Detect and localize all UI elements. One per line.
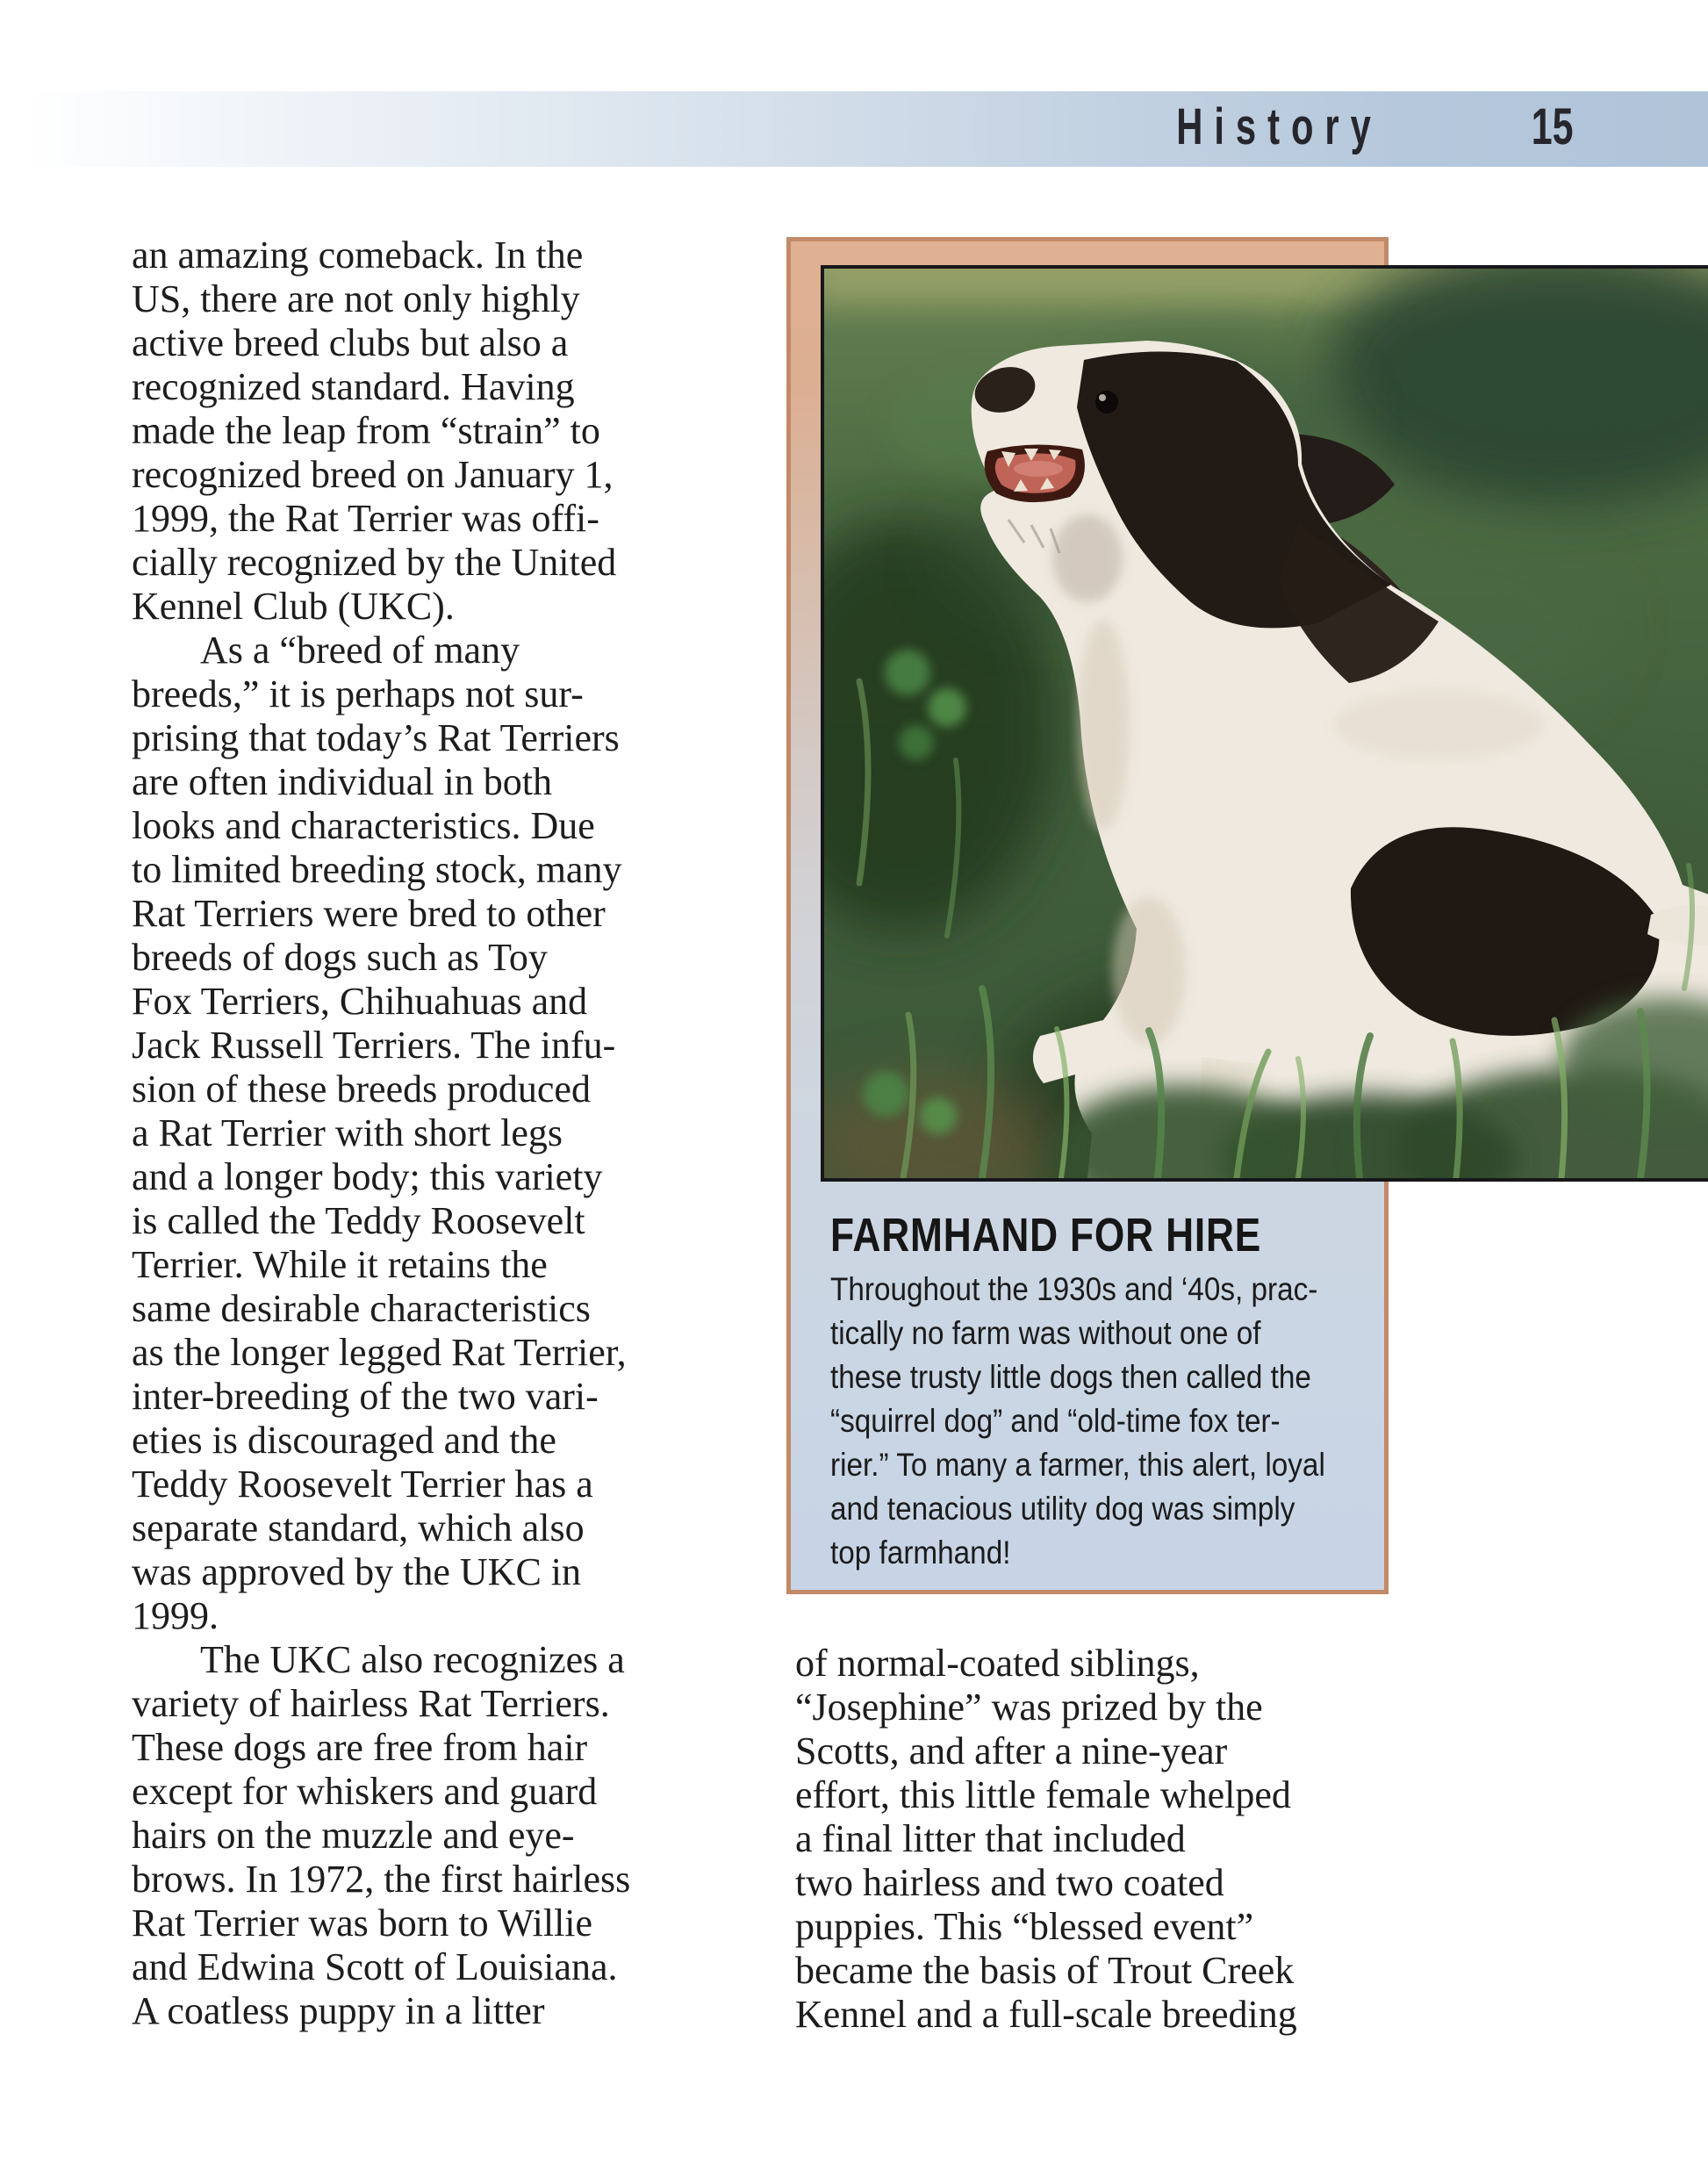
body-text-line: as the longer legged Rat Terrier,	[132, 1331, 627, 1374]
body-text-line: 1999, the Rat Terrier was offi-	[132, 497, 599, 540]
sidebar-text-line: and tenacious utility dog was simply	[830, 1491, 1295, 1527]
left-text-column	[132, 234, 718, 2033]
body-text-line: sion of these breeds produced	[132, 1068, 591, 1111]
sidebar-text-line: rier.” To many a farmer, this alert, loyal	[830, 1447, 1325, 1483]
sidebar-text-line: Throughout the 1930s and ‘40s, prac-	[830, 1271, 1318, 1307]
body-text-line: recognized breed on January 1,	[132, 453, 614, 496]
chapter-title: History	[1176, 97, 1382, 155]
body-text-line: The UKC also recognizes a	[200, 1638, 625, 1681]
body-text-line: eties is discouraged and the	[132, 1419, 556, 1462]
body-text-line: “Josephine” was prized by the	[795, 1686, 1263, 1729]
body-text-line: made the leap from “strain” to	[132, 409, 600, 452]
body-text-line: an amazing comeback. In the	[132, 234, 584, 277]
body-text-line: prising that today’s Rat Terriers	[132, 716, 620, 759]
body-text-line: same desirable characteristics	[132, 1287, 591, 1330]
sidebar-body	[830, 1268, 1325, 1575]
body-text-line: a Rat Terrier with short legs	[132, 1111, 563, 1154]
dog-eye	[1095, 391, 1118, 413]
body-text-line: and a longer body; this variety	[132, 1155, 603, 1198]
body-text-line: As a “breed of many	[200, 629, 520, 672]
body-text-line: Rat Terrier was born to Willie	[132, 1901, 593, 1945]
body-text-line: A coatless puppy in a litter	[132, 1989, 545, 2032]
tongue-highlight	[1014, 461, 1063, 477]
chapter-header-bar	[26, 91, 1708, 167]
dog-eye-glint	[1099, 394, 1106, 401]
sidebar-text-line: tically no farm was without one of	[830, 1315, 1261, 1351]
body-text-line: Scotts, and after a nine-year	[795, 1729, 1228, 1772]
sidebar-farmhand	[830, 1210, 1362, 1575]
sidebar-text-line: “squirrel dog” and “old-time fox ter-	[830, 1403, 1281, 1439]
body-text-line: Terrier. While it retains the	[132, 1243, 548, 1286]
body-text-line: puppies. This “blessed event”	[795, 1905, 1254, 1948]
body-text-line: separate standard, which also	[132, 1506, 585, 1549]
body-text-line: active breed clubs but also a	[132, 321, 569, 364]
body-text-line: a final litter that included	[795, 1817, 1186, 1860]
dog-photo	[821, 265, 1708, 1182]
page-number: 15	[1532, 97, 1574, 155]
body-text-line: is called the Teddy Roosevelt	[132, 1199, 585, 1242]
body-text-line: looks and characteristics. Due	[132, 804, 595, 847]
body-text-line: are often individual in both	[132, 760, 552, 803]
sidebar-title: FARMHAND FOR HIRE	[830, 1209, 1262, 1262]
sidebar-text-line: these trusty little dogs then called the	[830, 1359, 1311, 1395]
body-text-line: Teddy Roosevelt Terrier has a	[132, 1463, 593, 1506]
right-text-column	[795, 1642, 1385, 2037]
body-text-line: and Edwina Scott of Louisiana.	[132, 1945, 618, 1988]
body-text-line: became the basis of Trout Creek	[795, 1949, 1295, 1992]
body-text-line: breeds of dogs such as Toy	[132, 936, 548, 979]
body-text-line: hairs on the muzzle and eye-	[132, 1814, 575, 1857]
body-text-line: was approved by the UKC in	[132, 1550, 582, 1593]
body-text-line: cially recognized by the United	[132, 541, 617, 584]
body-text-line: Fox Terriers, Chihuahuas and	[132, 980, 588, 1023]
rat-terrier-illustration	[824, 269, 1708, 1178]
body-text-line: recognized standard. Having	[132, 365, 575, 408]
body-text-line: two hairless and two coated	[795, 1861, 1224, 1904]
body-text-line: Kennel and a full-scale breeding	[795, 1993, 1297, 2036]
body-text-line: to limited breeding stock, many	[132, 848, 622, 891]
sidebar-text-line: top farmhand!	[830, 1535, 1011, 1571]
body-text-line: US, there are not only highly	[132, 277, 580, 320]
body-text-line: variety of hairless Rat Terriers.	[132, 1682, 610, 1725]
body-text-line: Kennel Club (UKC).	[132, 585, 455, 628]
body-text-line: of normal-coated siblings,	[795, 1642, 1200, 1685]
body-text-line: These dogs are free from hair	[132, 1726, 588, 1769]
body-text-line: Rat Terriers were bred to other	[132, 892, 606, 935]
body-text-line: 1999.	[132, 1594, 219, 1637]
body-text-line: Jack Russell Terriers. The infu-	[132, 1024, 616, 1067]
body-text-line: except for whiskers and guard	[132, 1770, 598, 1813]
body-text-line: effort, this little female whelped	[795, 1773, 1291, 1816]
body-text-line: breeds,” it is perhaps not sur-	[132, 672, 584, 715]
body-text-line: inter-breeding of the two vari-	[132, 1375, 599, 1418]
body-text-line: brows. In 1972, the first hairless	[132, 1858, 631, 1901]
